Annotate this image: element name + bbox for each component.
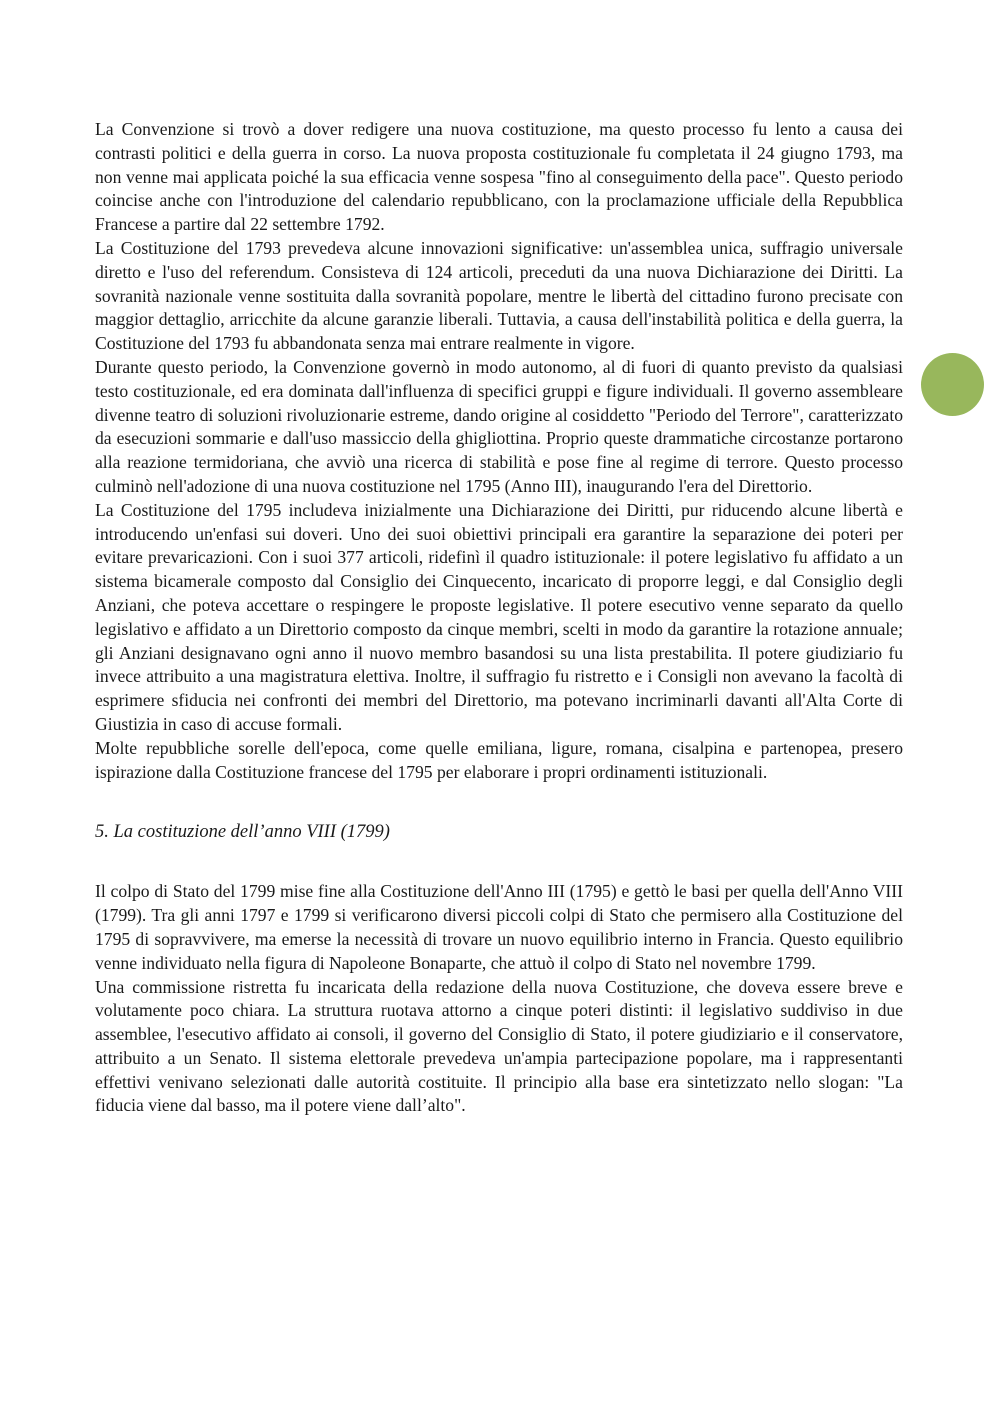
- paragraph-commissione: Una commissione ristretta fu incaricata della redazione della nuova Costituzione, che doveva essere breve e volutamente poco chiara. La struttura ruotava attorno a cinque poteri distinti: il legislativo suddiviso in due assemblee, l'esecutivo affidato ai consoli, il governo del Consiglio di Stato, il potere giudiziario e il conservatore, attribuito a un Senato. Il sistema elettorale prevedeva un'ampia partecipazione popolare, ma i rappresentanti effettivi venivano selezionati dalle autorità costituite. Il principio alla base era sintetizzato nello slogan: "La fiducia viene dal basso, ma il potere viene dall’alto".: [95, 976, 903, 1116]
- section-tab-marker: [921, 353, 984, 416]
- section-heading: 5. La costituzione dell’anno VIII (1799): [95, 822, 390, 843]
- paragraph-convenzione: La Convenzione si trovò a dover redigere una nuova costituzione, ma questo processo fu lento a causa dei contrasti politici e della guerra in corso. La nuova proposta costituzionale fu completata il 24 giugno 1793, ma non venne mai applicata poiché la sua efficacia venne sospesa "fino al conseguimento della pace". Questo periodo coincise anche con l'introduzione del calendario repubblicano, con la proclamazione ufficiale della Repubblica Francese a partire dal 22 settembre 1792.: [95, 119, 903, 235]
- document-body: [95, 118, 903, 1118]
- paragraph-costituzione-1793: La Costituzione del 1793 prevedeva alcune innovazioni significative: un'assemblea unica, suffragio universale diretto e l'uso del referendum. Consisteva di 124 articoli, preceduti da una nuova Dichiarazione dei Diritti. La sovranità nazionale venne sostituita dalla sovranità popolare, mentre le libertà del cittadino furono precisate con maggior dettaglio, arricchite da alcune garanzie liberali. Tuttavia, a causa dell'instabilità politica e della guerra, la Costituzione del 1793 fu abbandonata senza mai entrare realmente in vigore.: [95, 237, 903, 354]
- paragraph-repubbliche-sorelle: Molte repubbliche sorelle dell'epoca, come quelle emiliana, ligure, romana, cisalpina e partenopea, presero ispirazione dalla Costituzione francese del 1795 per elaborare i propri ordinamenti istituzionali.: [95, 737, 903, 782]
- paragraph-colpo-di-stato: Il colpo di Stato del 1799 mise fine alla Costituzione dell'Anno III (1795) e gettò le basi per quella dell'Anno VIII (1799). Tra gli anni 1797 e 1799 si verificarono diversi piccoli colpi di Stato che permisero alla Costituzione del 1795 di sopravvivere, ma emerse la necessità di trovare un nuovo equilibrio interno in Francia. Questo equilibrio venne individuato nella figura di Napoleone Bonaparte, che attuò il colpo di Stato nel novembre 1799.: [95, 881, 903, 973]
- paragraph-periodo-terrore: Durante questo periodo, la Convenzione governò in modo autonomo, al di fuori di quanto previsto da qualsiasi testo costituzionale, ed era dominata dall'influenza di specifici gruppi e figure individuali. Il governo assembleare divenne teatro di soluzioni rivoluzionarie estreme, dando origine al cosiddetto "Periodo del Terrore", caratterizzato da esecuzioni sommarie e dall'uso massiccio della ghigliottina. Proprio queste drammatiche circostanze portarono alla reazione termidoriana, che avviò una ricerca di stabilità e pose fine al regime di terrore. Questo processo culminò nell'adozione di una nuova costituzione nel 1795 (Anno III), inaugurando l'era del Direttorio.: [95, 356, 903, 496]
- heading-spacer: [95, 844, 903, 880]
- paragraph-costituzione-1795: La Costituzione del 1795 includeva inizialmente una Dichiarazione dei Diritti, pur riducendo alcune libertà e introducendo un'enfasi sui doveri. Uno dei suoi obiettivi principali era garantire la separazione dei poteri per evitare prevaricazioni. Con i suoi 377 articoli, ridefinì il quadro istituzionale: il potere legislativo fu affidato a un sistema bicamerale composto dal Consiglio dei Cinquecento, incaricato di proporre leggi, e dal Consiglio degli Anziani, che poteva accettare o respingere le proposte legislative. Il potere esecutivo venne separato da quello legislativo e affidato a un Direttorio composto da cinque membri, scelti in modo da garantire la rotazione annuale; gli Anziani designavano ogni anno il nuovo membro basandosi su una lista prestabilita. Il potere giudiziario fu invece attribuito a una magistratura elettiva. Inoltre, il suffragio fu ristretto e i Consigli non avevano la facoltà di esprimere sfiducia nei confronti dei membri del Direttorio, ma potevano incriminarli davanti all'Alta Corte di Giustizia in caso di accuse formali.: [95, 499, 903, 734]
